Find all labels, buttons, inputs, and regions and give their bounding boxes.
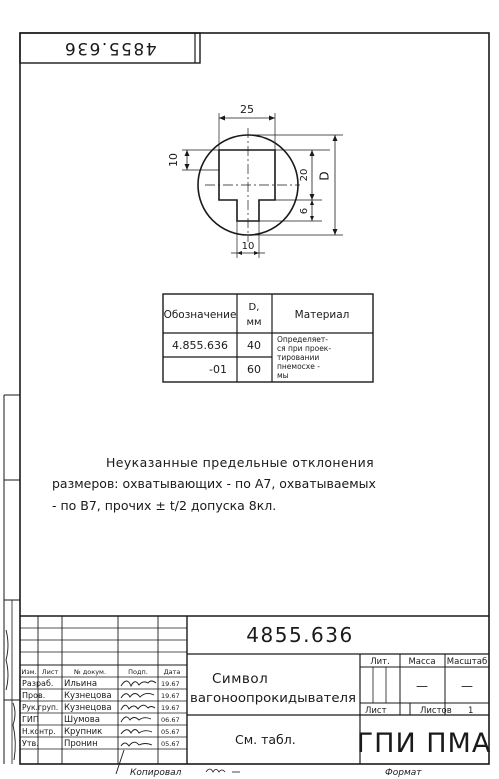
row-1-d: 40 <box>247 339 261 352</box>
corner-stamp-number: 4855.636 <box>63 38 157 58</box>
note-line-2: размеров: охватывающих - по А7, охватываемых <box>52 476 376 491</box>
role-5: Н.контр. <box>22 727 56 736</box>
scale-header: Масштаб <box>446 657 488 667</box>
organization-name: ГПИ ПМА <box>356 728 492 759</box>
sheets-label: Листов <box>420 706 452 716</box>
mass-header: Масса <box>408 657 436 667</box>
material-line-1: Определяет- <box>277 335 328 344</box>
name-4: Шумова <box>64 715 100 725</box>
copier-signature <box>206 769 225 772</box>
note-line-1: Неуказанные предельные отклонения <box>106 455 375 470</box>
part-drawing <box>167 103 343 258</box>
material-line-2: ся при проек- <box>277 344 332 353</box>
scale-value: — <box>461 679 473 693</box>
material-line-5: мы <box>277 371 289 380</box>
header-d-unit: мм <box>246 317 262 328</box>
header-designation: Обозначение <box>163 309 237 321</box>
product-name-line-2: вагоноопрокидывателя <box>190 690 356 705</box>
left-margin <box>4 395 20 764</box>
role-2: Пров. <box>22 691 46 700</box>
dim-left: 10 <box>167 153 180 167</box>
title-block <box>20 616 491 774</box>
role-1: Разраб. <box>22 679 54 688</box>
name-6: Пронин <box>64 739 98 749</box>
col-doc: № докум. <box>73 668 107 676</box>
lit-header: Лит. <box>370 657 390 667</box>
corner-stamp <box>20 33 200 63</box>
dim-right-inner: 20 <box>299 168 310 182</box>
material-line-3: тировании <box>277 353 320 362</box>
col-sign: Подп. <box>128 668 148 676</box>
t-slot-profile <box>219 150 275 221</box>
dim-bottom: 10 <box>241 241 255 252</box>
date-2: 19.67 <box>161 692 180 700</box>
spec-table <box>163 294 373 382</box>
date-3: 19.67 <box>161 704 180 712</box>
name-5: Крупник <box>64 727 103 737</box>
col-date: Дата <box>163 668 181 676</box>
sheet-label: Лист <box>365 706 387 716</box>
name-2: Кузнецова <box>64 691 112 701</box>
row-2-d: 60 <box>247 363 261 376</box>
sheets-count: 1 <box>468 706 474 716</box>
col-change: Изм. <box>21 668 37 676</box>
date-1: 19.67 <box>161 680 180 688</box>
header-material: Материал <box>294 309 350 321</box>
date-4: 06.67 <box>161 716 180 724</box>
material-ref: См. табл. <box>235 732 296 747</box>
role-3: Рук.груп. <box>22 703 59 712</box>
name-1: Ильина <box>64 679 98 689</box>
date-6: 05.67 <box>161 740 180 748</box>
header-d: D, <box>248 302 260 313</box>
dim-diameter: D <box>317 171 332 181</box>
format-label: Формат <box>385 768 422 778</box>
role-4: ГИП <box>22 715 39 724</box>
copied-label: Копировал <box>130 768 182 778</box>
footer <box>130 768 422 778</box>
date-5: 05.67 <box>161 728 180 736</box>
doc-number: 4855.636 <box>246 623 354 647</box>
mass-value: — <box>416 679 428 693</box>
name-3: Кузнецова <box>64 703 112 713</box>
row-2-designation: -01 <box>209 363 227 376</box>
signatures <box>116 681 156 774</box>
material-line-4: пнемосхе - <box>277 362 320 371</box>
notes <box>52 455 376 513</box>
row-1-designation: 4.855.636 <box>172 339 228 352</box>
role-6: Утв. <box>22 739 39 748</box>
note-line-3: - по В7, прочих ± t/2 допуска 8кл. <box>52 498 277 513</box>
col-sheet: Лист <box>41 668 59 676</box>
dim-step: 6 <box>299 207 310 215</box>
dim-width: 25 <box>240 103 254 116</box>
product-name-line-1: Символ <box>212 671 269 687</box>
